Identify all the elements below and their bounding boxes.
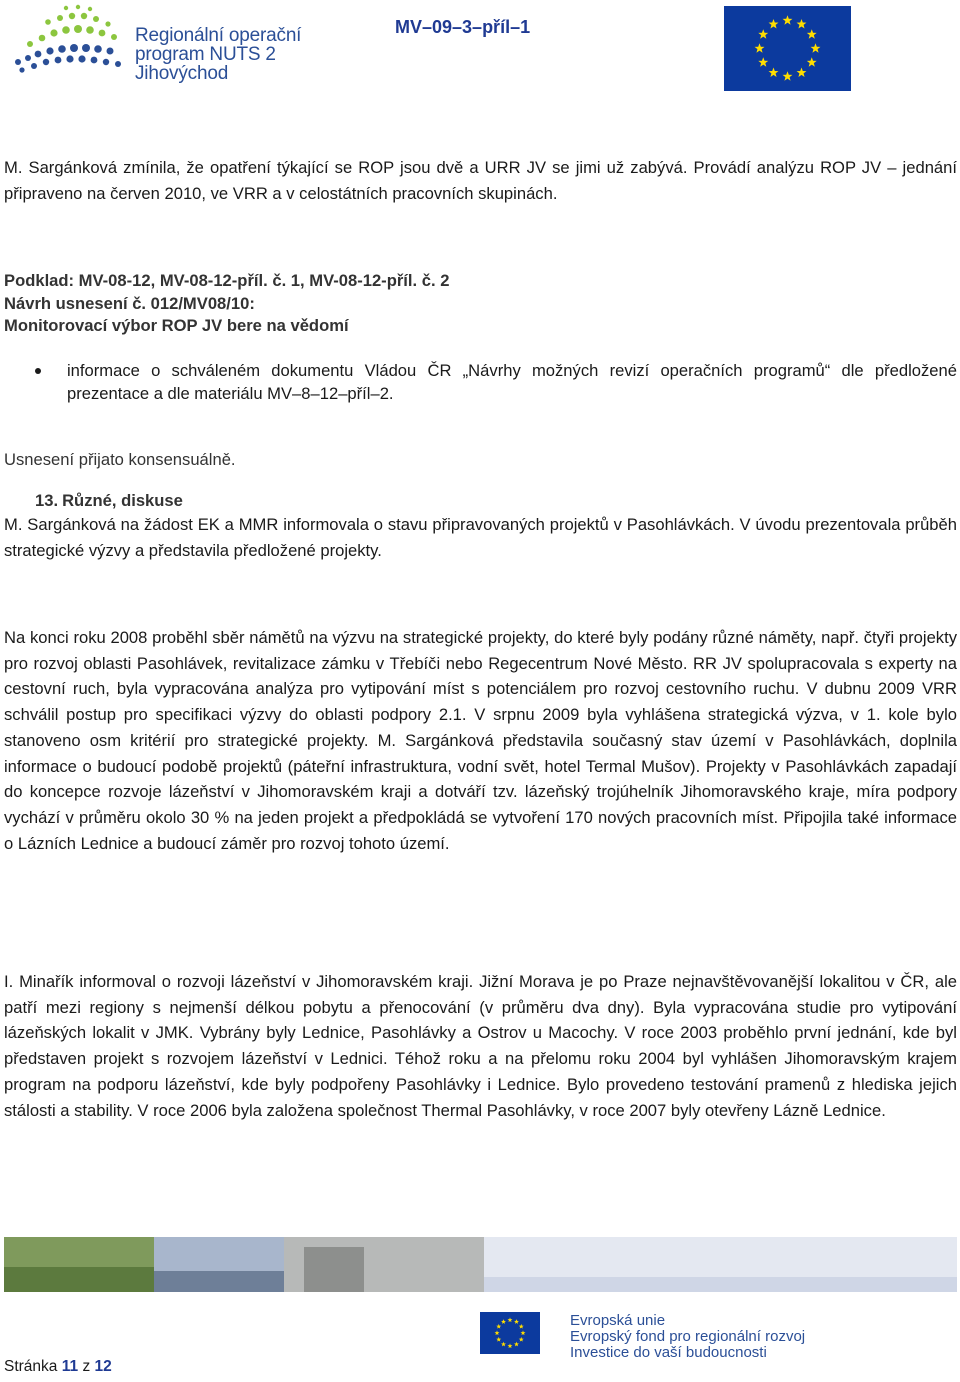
podklad-line: Podklad: MV-08-12, MV-08-12-příl. č. 1, MV-08-12-příl. č. 2 xyxy=(4,271,450,290)
paragraph-pasohlavky-intro: M. Sargánková na žádost EK a MMR informovala o stavu připravovaných projektů v Pasohlávkách. V úvodu prezentovala průběh strategické výzvy a představila předložené projekty. xyxy=(4,515,957,560)
esf-line-1: Evropská unie xyxy=(570,1312,666,1329)
eu-star-icon xyxy=(519,1337,524,1342)
eu-star-icon xyxy=(514,1342,519,1347)
monitor-line: Monitorovací výbor ROP JV bere na vědomí xyxy=(4,316,349,335)
eu-star-icon xyxy=(811,43,821,52)
paragraph-spa-development: I. Minařík informoval o rozvoji lázeňství v Jihomoravském kraji. Jižní Morava je po Praze nejnavštěvovanější lokalitou v ČR, ale patří mezi regiony s nejmenší délkou pobytu a přenocování (v průměru dva dny). Byla vypracována studie pro vytipování lázeňských lokalit v JMK. Vybrány byly Lednice, Pasohlávky a Ostrov u Macochy. V roce 2003 proběhlo první jednání, kde byl představen projekt s rozvojem lázeňství v Lednici. Téhož roku a na přelomu roku 2004 byl vyhlášen Jihomoravským krajem program na podporu lázeňství, kde byly podpořeny Pasohlávky i Lednice. Bylo provedeno testování pramenů z hlediska jejich stálosti a stability. V roce 2006 byla založena společnost Thermal Pasohlávky, v roce 2007 byly otevřeny Lázně Lednice. xyxy=(4,972,957,1120)
current-page: 11 xyxy=(61,1358,79,1375)
bullet-item xyxy=(4,360,957,410)
erdf-text xyxy=(570,1313,805,1361)
eu-flag-small-icon xyxy=(480,1312,540,1354)
eu-star-icon xyxy=(521,1330,526,1335)
document-code: MV–09–3–příl–1 xyxy=(395,17,531,37)
total-pages: 12 xyxy=(94,1358,112,1375)
rop-logo-text xyxy=(135,26,301,83)
navrh-usneseni-line: Návrh usnesení č. 012/MV08/10: xyxy=(4,293,255,313)
resolution-heading xyxy=(4,270,449,338)
eu-star-icon xyxy=(783,15,793,24)
eu-star-icon xyxy=(797,19,807,28)
bullet-icon xyxy=(35,368,41,374)
logo-line-2: program NUTS 2 xyxy=(135,44,276,65)
logo-line-1: Regionální operační xyxy=(135,25,302,46)
paragraph-sargankova-intro: M. Sargánková zmínila, že opatření týkající se ROP jsou dvě a URR JV se jimi už zabývá. Provádí analýzu ROP JV – jednání připraveno na červen 2010, ve VRR a v celostátních pracovních skupinách. xyxy=(4,158,957,203)
eu-star-icon xyxy=(769,68,779,77)
eu-star-icon xyxy=(495,1330,500,1335)
eu-star-icon xyxy=(797,68,807,77)
footer-photo-strip xyxy=(4,1237,957,1292)
section-title: Různé, diskuse xyxy=(62,491,183,510)
esf-line-3: Investice do vaší budoucnosti xyxy=(570,1344,767,1361)
eu-star-icon xyxy=(508,1343,513,1348)
eu-star-icon xyxy=(514,1319,519,1324)
eu-star-icon xyxy=(501,1342,506,1347)
eu-flag-icon xyxy=(724,6,851,91)
eu-star-icon xyxy=(807,29,817,38)
eu-star-icon xyxy=(496,1324,501,1329)
section-heading xyxy=(35,491,187,511)
section-number: 13. xyxy=(35,491,59,510)
logo-line-3: Jihovýchod xyxy=(135,63,229,84)
eu-star-icon xyxy=(807,57,817,66)
eu-star-icon xyxy=(758,29,768,38)
esf-line-2: Evropský fond pro regionální rozvoj xyxy=(570,1328,806,1345)
bullet-text: informace o schváleném dokumentu Vládou ČR „Návrhy možných revizí operačních programů“ dle předložené prezentace a dle materiálu MV–8–12–příl–2. xyxy=(67,361,957,403)
eu-star-icon xyxy=(501,1319,506,1324)
eu-star-icon xyxy=(519,1324,524,1329)
eu-star-icon xyxy=(755,43,765,52)
footer-photo-band xyxy=(4,1237,957,1292)
eu-star-icon xyxy=(508,1317,513,1322)
eu-star-icon xyxy=(758,57,768,66)
paragraph-strategic-call: Na konci roku 2008 proběhl sběr námětů na výzvu na strategické projekty, do které byly podány různé náměty, např. čtyři projekty pro rozvoj oblasti Pasohlávek, revitalizace zámku v Třebíči nebo Regecentrum Nové Město. RR JV spolupracovala s experty na cestovní ruch, byla vypracována analýza pro vytipování míst s potenciálem pro rozvoj cestovního ruchu. V dubnu 2009 VRR schválil postup pro specifikaci výzvy do oblasti podpory 2.1. V srpnu 2009 byla vyhlášena strategická výzva, v 1. kole bylo stanoveno osm kritérií pro strategické projekty. M. Sargánková představila současný stav území v Pasohlávkách, doplnila informace o budoucí podobě projektů (páteřní infrastruktura, vodní svět, hotel Termal Mušov). Projekty v Pasohlávkách zapadají do koncepce rozvoje lázeňství v Jihomoravském kraji a dotváří tzv. lázeňský trojúhelník Jihomoravského kraje, míra podpory vychází v průměru okolo 30 % na jeden projekt a předpokládá se vytvoření 170 nových pracovních míst. Připojila také informace o Lázních Lednice a budoucí záměr pro rozvoj tohoto území. xyxy=(4,628,957,853)
eu-star-icon xyxy=(783,71,793,80)
eu-star-icon xyxy=(496,1337,501,1342)
rop-logo xyxy=(10,4,310,86)
page-number: Stránka 11 z 12 xyxy=(4,1358,112,1375)
rop-logo-icon xyxy=(10,4,130,84)
resolution-status: Usnesení přijato konsensuálně. xyxy=(4,450,236,469)
eu-star-icon xyxy=(769,19,779,28)
